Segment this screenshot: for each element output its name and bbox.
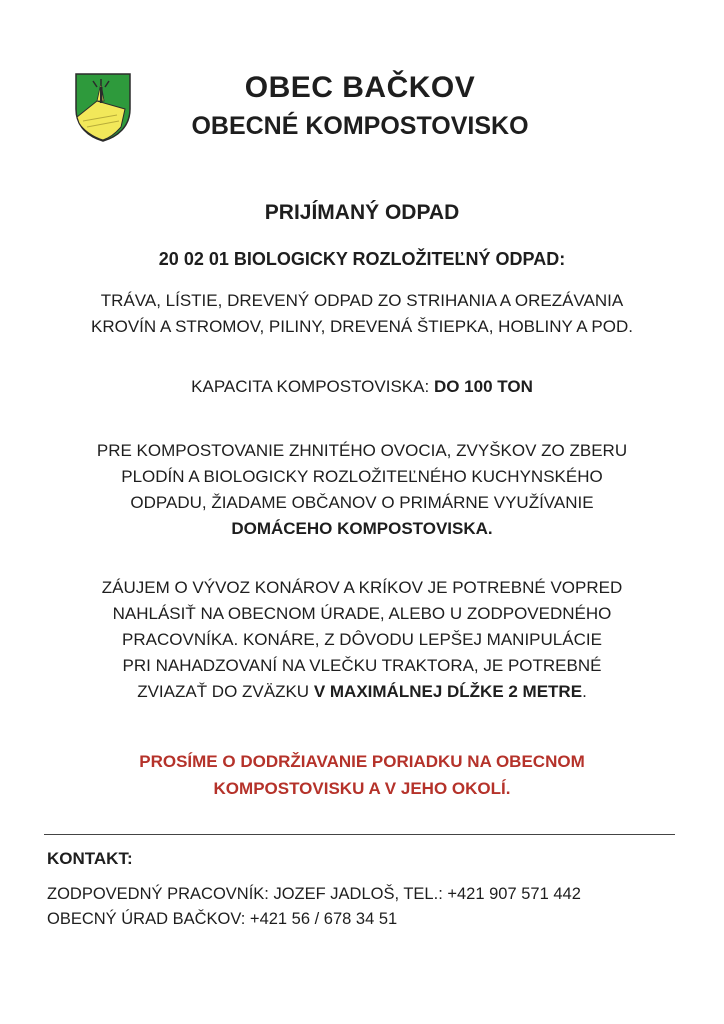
- branches-line: PRI NAHADZOVANÍ NA VLEČKU TRAKTORA, JE POTREBNÉ: [122, 656, 602, 675]
- warning-line: PROSÍME O DODRŽIAVANIE PORIADKU NA OBECNOM: [139, 752, 585, 771]
- branches-line-end: .: [582, 682, 587, 701]
- home-compost-line: ODPADU, ŽIADAME OBČANOV O PRIMÁRNE VYUŽÍVANIE: [130, 493, 594, 512]
- branches-max-length: V MAXIMÁLNEJ DĹŽKE 2 METRE: [313, 682, 583, 701]
- divider: [44, 834, 675, 835]
- contact-office: OBECNÝ ÚRAD BAČKOV: +421 56 / 678 34 51: [47, 910, 398, 928]
- accepted-waste-heading: PRIJÍMANÝ ODPAD: [264, 201, 460, 224]
- capacity-label: KAPACITA KOMPOSTOVISKA:: [191, 377, 430, 396]
- home-compost-line: PLODÍN A BIOLOGICKY ROZLOŽITEĽNÉHO KUCHYNSKÉHO: [121, 467, 603, 486]
- branches-line-last: [0, 679, 724, 705]
- home-compost-text: [0, 438, 724, 542]
- warning-line: KOMPOSTOVISKU A V JEHO OKOLÍ.: [213, 779, 511, 798]
- capacity-value: DO 100 TON: [433, 377, 533, 396]
- accepted-items-line: TRÁVA, LÍSTIE, DREVENÝ ODPAD ZO STRIHANIA A OREZÁVANIA: [100, 291, 624, 310]
- accepted-items-line: KROVÍN A STROMOV, PILINY, DREVENÁ ŠTIEPKA, HOBLINY A POD.: [91, 317, 633, 336]
- page-subtitle: OBECNÉ KOMPOSTOVISKO: [191, 112, 529, 140]
- branches-text: [0, 575, 724, 705]
- page-title: OBEC BAČKOV: [244, 71, 476, 104]
- branches-line: ZÁUJEM O VÝVOZ KONÁROV A KRÍKOV JE POTREBNÉ VOPRED: [101, 578, 623, 597]
- accepted-items-text: [0, 288, 724, 340]
- contact-heading: KONTAKT:: [47, 849, 133, 868]
- home-compost-emphasis: [0, 516, 724, 542]
- home-compost-bold: DOMÁCEHO KOMPOSTOVISKA.: [231, 519, 493, 538]
- branches-line: NAHLÁSIŤ NA OBECNOM ÚRADE, ALEBO U ZODPOVEDNÉHO: [112, 604, 612, 623]
- branches-line: PRACOVNÍKA. KONÁRE, Z DÔVODU LEPŠEJ MANIPULÁCIE: [122, 630, 602, 649]
- branches-line-start: ZVIAZAŤ DO ZVÄZKU: [137, 682, 314, 701]
- capacity-text: [0, 374, 724, 400]
- home-compost-line: PRE KOMPOSTOVANIE ZHNITÉHO OVOCIA, ZVYŠKOV ZO ZBERU: [96, 441, 628, 460]
- warning-text: [0, 748, 724, 802]
- waste-code-label: 20 02 01 BIOLOGICKY ROZLOŽITEĽNÝ ODPAD:: [158, 249, 566, 269]
- contact-worker: ZODPOVEDNÝ PRACOVNÍK: JOZEF JADLOŠ, TEL.: +421 907 571 442: [47, 885, 581, 903]
- village-coat-of-arms-icon: [73, 71, 133, 143]
